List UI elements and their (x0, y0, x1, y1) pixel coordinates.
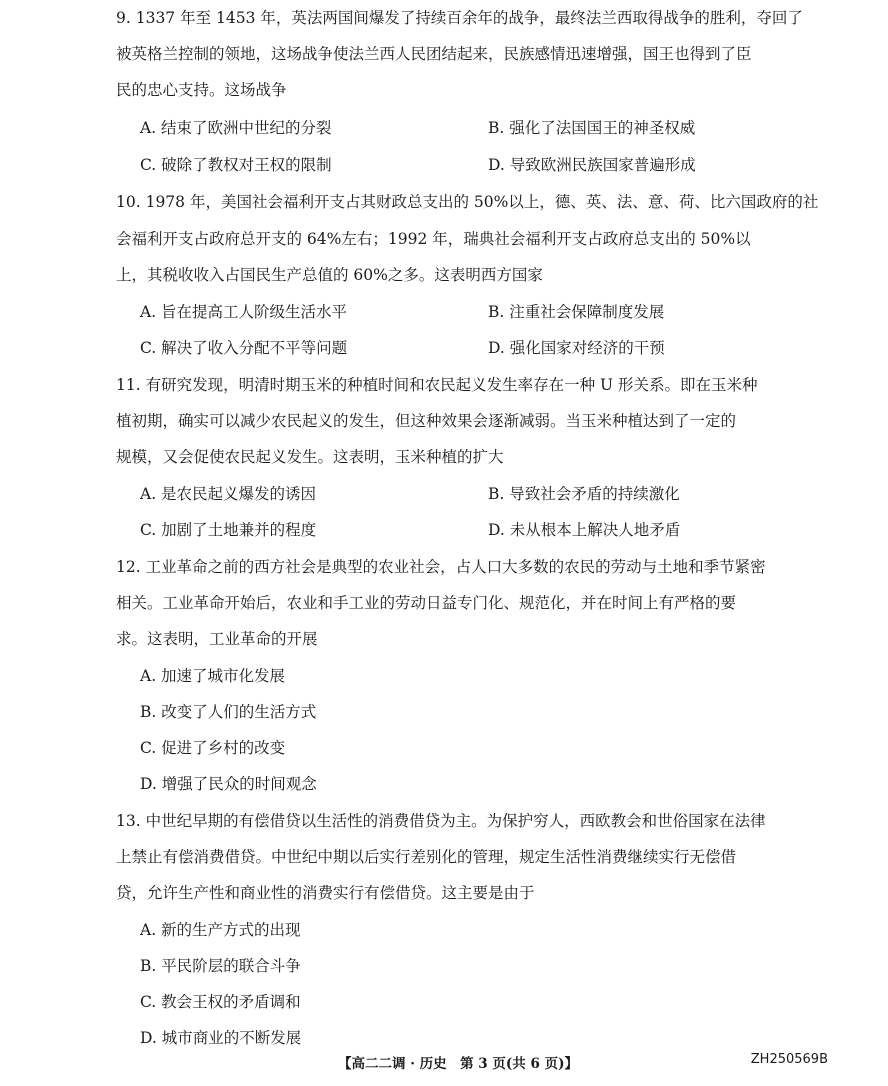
page-footer (0, 1052, 888, 1076)
question-stem-line: 10. 1978 年，美国社会福利开支占其财政总支出的 50%以上，德、英、法、意、荷、比六国政府的社 (116, 193, 819, 211)
option-d[interactable]: D. 强化国家对经济的干预 (488, 339, 665, 357)
option-b[interactable]: B. 强化了法国国王的神圣权威 (488, 119, 696, 137)
option-c[interactable]: C. 破除了教权对王权的限制 (140, 156, 332, 174)
question-stem-line: 会福利开支占政府总开支的 64%左右；1992 年，瑞典社会福利开支占政府总支出的 50%以 (116, 230, 751, 248)
question-stem-line: 民的忠心支持。这场战争 (116, 81, 287, 99)
option-c[interactable]: C. 促进了乡村的改变 (140, 739, 286, 757)
option-a[interactable]: A. 结束了欧洲中世纪的分裂 (140, 119, 332, 137)
option-a[interactable]: A. 旨在提高工人阶级生活水平 (140, 303, 348, 321)
question-stem-line: 11. 有研究发现，明清时期玉米的种植时间和农民起义发生率存在一种 U 形关系。即在玉米种 (116, 376, 758, 394)
option-b[interactable]: B. 改变了人们的生活方式 (140, 703, 317, 721)
option-c[interactable]: C. 加剧了土地兼并的程度 (140, 521, 317, 539)
question-stem-line: 13. 中世纪早期的有偿借贷以生活性的消费借贷为主。为保护穷人，西欧教会和世俗国家在法律 (116, 812, 766, 830)
option-a[interactable]: A. 加速了城市化发展 (140, 667, 286, 685)
question-stem-line: 9. 1337 年至 1453 年，英法两国间爆发了持续百余年的战争，最终法兰西取得战争的胜利，夺回了 (116, 9, 803, 27)
option-b[interactable]: B. 导致社会矛盾的持续激化 (488, 485, 680, 503)
question-stem-line: 贷，允许生产性和商业性的消费实行有偿借贷。这主要是由于 (116, 884, 535, 902)
question-stem-line: 上，其税收收入占国民生产总值的 60%之多。这表明西方国家 (116, 266, 543, 284)
question-stem-line: 相关。工业革命开始后，农业和手工业的劳动日益专门化、规范化，并在时间上有严格的要 (116, 594, 737, 612)
footer-exam-code: ZH250569B (750, 1052, 828, 1067)
option-b[interactable]: B. 平民阶层的联合斗争 (140, 957, 301, 975)
option-a[interactable]: A. 新的生产方式的出现 (140, 921, 301, 939)
question-stem-line: 上禁止有偿消费借贷。中世纪中期以后实行差别化的管理，规定生活性消费继续实行无偿借 (116, 848, 737, 866)
question-stem-line: 求。这表明，工业革命的开展 (116, 630, 318, 648)
footer-page-label: 【高二二调 · 历史 第 3 页(共 6 页)】 (338, 1056, 578, 1072)
question-stem-line: 规模，又会促使农民起义发生。这表明，玉米种植的扩大 (116, 448, 504, 466)
option-a[interactable]: A. 是农民起义爆发的诱因 (140, 485, 317, 503)
option-d[interactable]: D. 城市商业的不断发展 (140, 1029, 302, 1047)
option-d[interactable]: D. 增强了民众的时间观念 (140, 775, 317, 793)
question-stem-line: 被英格兰控制的领地，这场战争使法兰西人民团结起来，民族感情迅速增强，国王也得到了臣 (116, 45, 752, 63)
question-stem-line: 12. 工业革命之前的西方社会是典型的农业社会，占人口大多数的农民的劳动与土地和季节紧密 (116, 558, 766, 576)
option-c[interactable]: C. 解决了收入分配不平等问题 (140, 339, 348, 357)
question-stem-line: 植初期，确实可以减少农民起义的发生，但这种效果会逐渐减弱。当玉米种植达到了一定的 (116, 412, 737, 430)
option-d[interactable]: D. 导致欧洲民族国家普遍形成 (488, 156, 696, 174)
option-b[interactable]: B. 注重社会保障制度发展 (488, 303, 665, 321)
option-c[interactable]: C. 教会王权的矛盾调和 (140, 993, 301, 1011)
option-d[interactable]: D. 未从根本上解决人地矛盾 (488, 521, 681, 539)
